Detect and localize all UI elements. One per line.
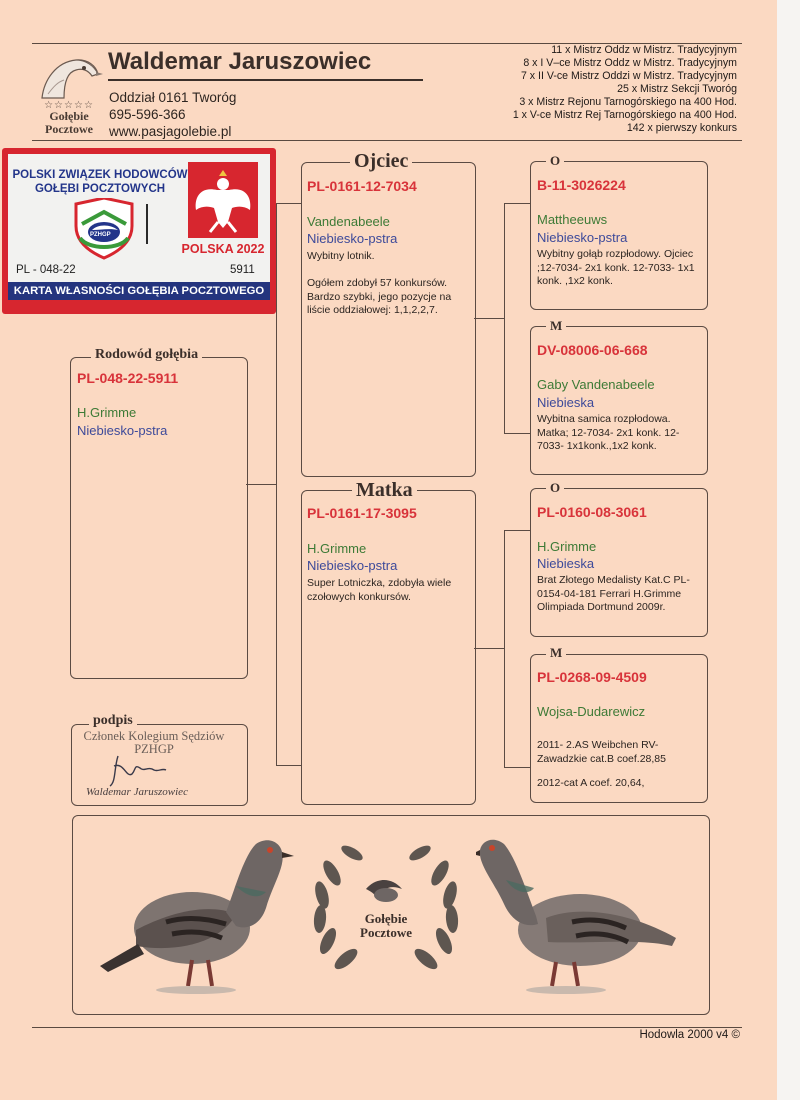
paternal-grandmother-ring: DV-08006-06-668: [537, 342, 648, 358]
mother-ring: PL-0161-17-3095: [307, 505, 417, 521]
header-bottom-rule: [32, 140, 742, 141]
emblem-text: [322, 912, 450, 940]
maternal-grandfather-ring: PL-0160-08-3061: [537, 504, 647, 520]
connector-line: [504, 433, 530, 434]
software-version: Hodowla 2000 v4 ©: [639, 1029, 740, 1041]
connector-line: [504, 767, 530, 768]
title-line: 11 x Mistrz Oddz w Mistrz. Tradycyjnym: [551, 44, 737, 56]
mother-description: Super Lotniczka, zdobyła wiele czołowych konkursów.: [307, 577, 452, 603]
title-line: 3 x Mistrz Rejonu Tarnogórskiego na 400 Hod.: [519, 96, 737, 108]
paternal-grandfather-ring: B-11-3026224: [537, 177, 626, 193]
connector-line: [504, 203, 505, 433]
card-body: [8, 154, 270, 282]
right-pigeon-icon: [476, 826, 686, 998]
maternal-grandmother-ring: PL-0268-09-4509: [537, 669, 647, 685]
father-description: Ogółem zdobył 57 konkursów. Bardzo szybki, jego pozycje na liście oddziałowej: 1,1,2,2,7.: [307, 277, 452, 316]
maternal-grandfather-color: Niebieska: [537, 556, 595, 571]
emblem-label: PZHGP: [90, 232, 111, 238]
subject-color: Niebiesko-pstra: [77, 423, 168, 438]
logo-text-line1: Gołębie: [49, 109, 89, 123]
phone-text: 695-596-366: [109, 107, 186, 122]
white-eagle-icon: [188, 162, 258, 238]
card-title: KARTA WŁASNOŚCI GOŁĘBIA POCZTOWEGO: [8, 282, 270, 300]
maternal-grandmother-description: 2011- 2.AS Weibchen RV-Zawadzkie cat.B coef.28,85: [537, 739, 666, 765]
paternal-grandfather-legend: O: [546, 153, 564, 169]
father-color: Niebiesko-pstra: [307, 231, 398, 246]
footer-rule: [32, 1027, 742, 1028]
maternal-grandmother-description: 2012-cat A coef. 20,64,: [537, 777, 645, 789]
division-text: Oddział 0161 Tworóg: [109, 90, 237, 105]
scan-edge: [777, 0, 800, 1100]
name-underline: [108, 79, 423, 81]
left-pigeon-icon: [96, 826, 296, 998]
connector-line: [504, 530, 505, 767]
rating-stars-icon: ☆☆☆☆☆: [44, 100, 94, 111]
association-line2: GOŁĘBI POCZTOWYCH: [34, 183, 166, 195]
country-year: POLSKA 2022: [181, 242, 265, 256]
connector-line: [276, 203, 302, 204]
achievement-titles: [513, 44, 737, 135]
paternal-grandmother-color: Niebieska: [537, 395, 595, 410]
card-ring-number: PL - 048-22: [16, 264, 76, 276]
pzhgp-emblem-icon: [68, 198, 140, 260]
father-legend: Ojciec: [350, 150, 412, 173]
paternal-grandmother-legend: M: [546, 318, 566, 334]
mother-legend: Matka: [352, 479, 417, 502]
father-box: [301, 162, 476, 477]
signature-name: Waldemar Jaruszowiec: [86, 786, 188, 798]
connector-line: [504, 530, 530, 531]
subject-legend: Rodowód gołębia: [91, 347, 202, 363]
paternal-grandfather-color: Niebiesko-pstra: [537, 230, 628, 245]
connector-line: [276, 765, 302, 766]
subject-breeder: H.Grimme: [77, 405, 137, 420]
mother-box: [301, 490, 476, 805]
maternal-grandfather-description: Brat Złotego Medalisty Kat.C PL-0154-04-181 Ferrari H.Grimme Olimpiada Dortmund 2009r.: [537, 574, 690, 613]
father-breeder: Vandenabeele: [307, 214, 390, 229]
connector-line: [504, 203, 530, 204]
connector-line: [474, 318, 504, 319]
logo-text-line2: Pocztowe: [45, 122, 93, 136]
title-line: 7 x II V-ce Mistrz Oddzi w Mistrz. Tradycyjnym: [520, 70, 737, 82]
association-line1: POLSKI ZWIĄZEK HODOWCÓW: [12, 169, 188, 181]
emblem-line1: Gołębie: [364, 911, 408, 926]
stamp-line1: Członek Kolegium Sędziów: [83, 729, 225, 743]
coat-of-arms-icon: [188, 162, 258, 238]
website-link[interactable]: www.pasjagolebie.pl: [109, 124, 232, 139]
title-line: 1 x V-ce Mistrz Rej Tarnogórskiego na 400 Hod.: [512, 109, 737, 121]
connector-line: [276, 203, 277, 765]
subject-ring: PL-048-22-5911: [77, 370, 179, 386]
ownership-card: [2, 148, 276, 314]
emblem-line2: Pocztowe: [360, 925, 412, 940]
father-description: Wybitny lotnik.: [307, 250, 375, 262]
pigeon-head-logo-icon: [34, 52, 104, 102]
laurel-wreath-icon: [302, 833, 470, 981]
maternal-grandfather-breeder: H.Grimme: [537, 539, 597, 554]
connector-line: [246, 484, 276, 485]
stamp-line2: PZHGP: [134, 742, 174, 756]
connector-line: [474, 648, 504, 649]
logo: [34, 52, 104, 136]
title-line: 8 x I V–ce Mistrz Oddz w Mistrz. Tradycyjnym: [523, 57, 737, 69]
breeder-name: Waldemar Jaruszowiec: [108, 48, 372, 75]
handwritten-signature-icon: [104, 752, 174, 790]
mother-color: Niebiesko-pstra: [307, 558, 398, 573]
card-divider: [146, 204, 148, 244]
mother-breeder: H.Grimme: [307, 541, 367, 556]
maternal-grandmother-breeder: Wojsa-Dudarewicz: [537, 704, 646, 719]
father-ring: PL-0161-12-7034: [307, 178, 417, 194]
maternal-grandmother-legend: M: [546, 645, 566, 661]
signature-legend: podpis: [89, 713, 137, 729]
maternal-grandfather-legend: O: [546, 480, 564, 496]
paternal-grandmother-breeder: Gaby Vandenabeele: [537, 377, 655, 392]
paternal-grandmother-description: Wybitna samica rozpłodowa. Matka; 12-7034- 2x1 konk. 12-7033- 1x1konk.,1x2 konk.: [537, 413, 680, 452]
title-line: 25 x Mistrz Sekcji Tworóg: [617, 83, 737, 95]
paternal-grandfather-description: Wybitny gołąb rozpłodowy. Ojciec ;12-7034- 2x1 konk. 12-7033- 1x1 konk. ,1x2 konk.: [537, 248, 695, 287]
title-line: 142 x pierwszy konkurs: [626, 122, 737, 134]
card-ring-suffix: 5911: [230, 264, 255, 276]
paternal-grandfather-breeder: Mattheeuws: [537, 212, 608, 227]
